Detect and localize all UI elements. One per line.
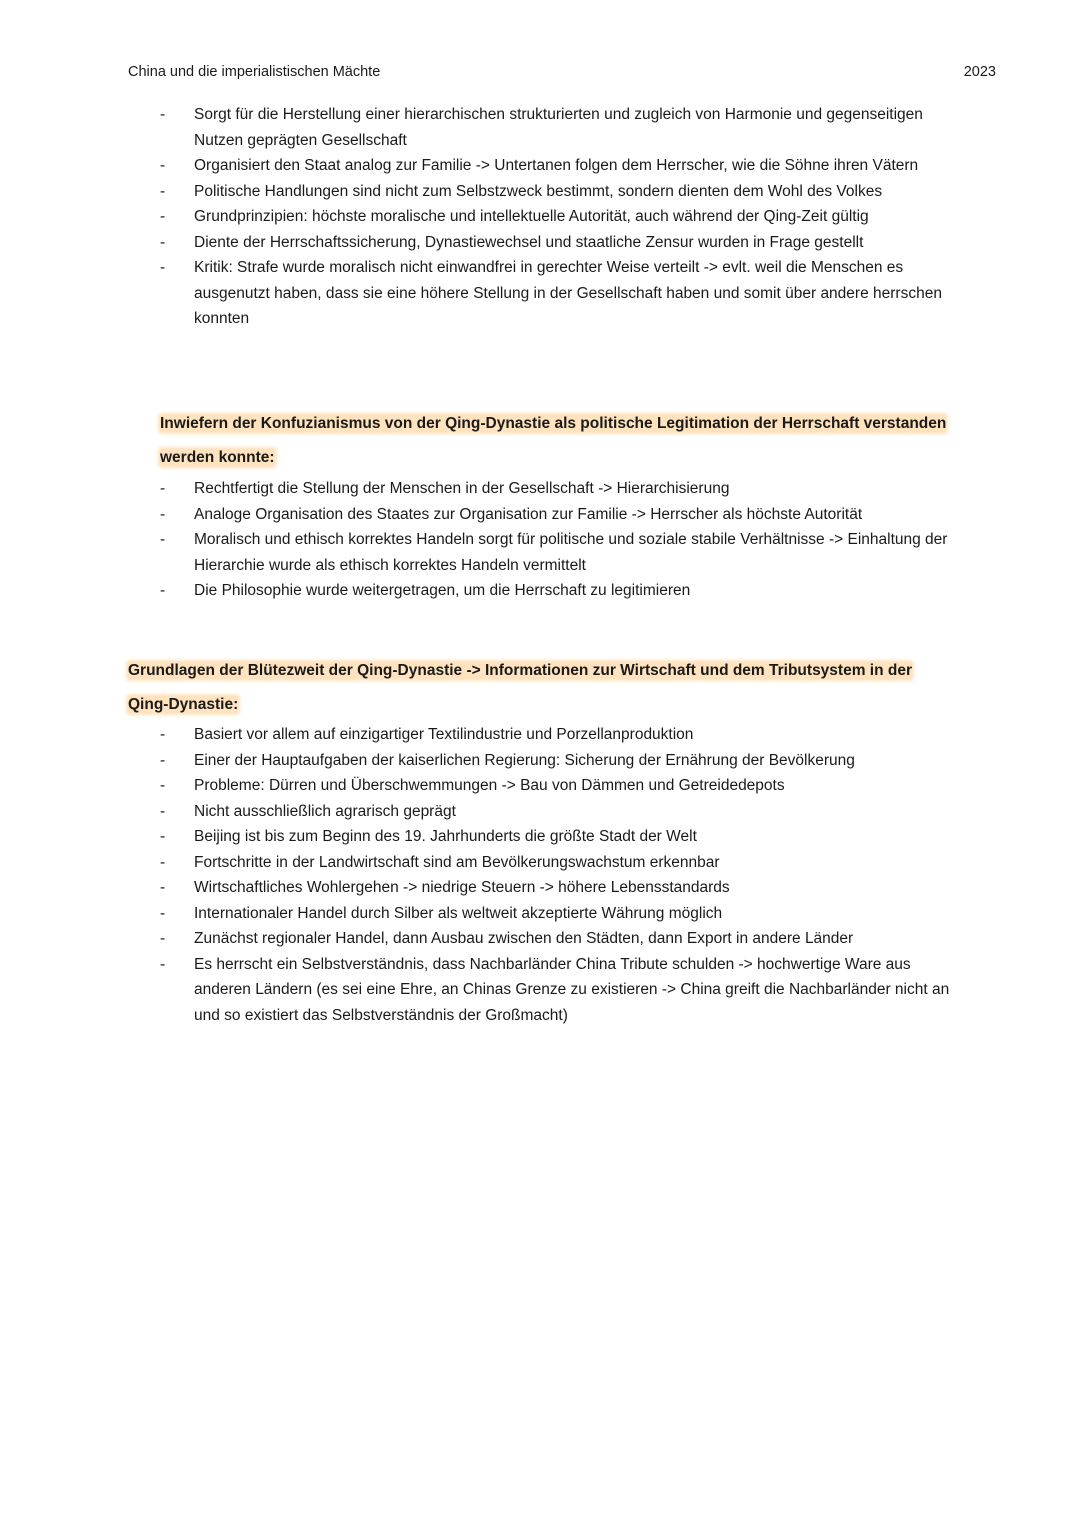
list-item xyxy=(128,204,952,230)
bullet-dash: - xyxy=(160,505,166,523)
list-item-text: Fortschritte in der Landwirtschaft sind am Bevölkerungswachstum erkennbar xyxy=(194,853,720,871)
list-item xyxy=(128,748,952,774)
list-item xyxy=(128,799,952,825)
list-item-text: Kritik: Strafe wurde moralisch nicht einwandfrei in gerechter Weise verteilt -> evlt. weil die Menschen es ausgenutzt haben, dass sie eine höhere Stellung in der Gesellschaft haben und somit über andere herrschen konnten xyxy=(194,259,942,327)
list-item-text: Zunächst regionaler Handel, dann Ausbau zwischen den Städten, dann Export in andere Länder xyxy=(194,930,854,947)
list-item-text: Einer der Hauptaufgaben der kaiserlichen Regierung: Sicherung der Ernährung der Bevölkerung xyxy=(194,751,855,769)
bullet-dash: - xyxy=(160,106,166,123)
bullet-dash: - xyxy=(160,233,166,251)
list-item-text: Wirtschaftliches Wohlergehen -> niedrige Steuern -> höhere Lebensstandards xyxy=(194,879,730,896)
list-item xyxy=(128,850,952,876)
list-item-text: Moralisch und ethisch korrektes Handeln sorgt für politische und soziale stabile Verhältnisse -> Einhaltung der Hierarchie wurde als ethisch korrektes Handeln vermittelt xyxy=(194,531,948,574)
bullet-dash: - xyxy=(160,751,166,769)
confucianism-features-list xyxy=(128,102,952,332)
list-item-text: Beijing ist bis zum Beginn des 19. Jahrhunderts die größte Stadt der Welt xyxy=(194,828,697,845)
bullet-dash: - xyxy=(160,480,166,497)
list-item-text: Probleme: Dürren und Überschwemmungen -> Bau von Dämmen und Getreidedepots xyxy=(194,777,785,794)
list-item xyxy=(128,102,952,153)
bullet-dash: - xyxy=(160,930,166,947)
bullet-dash: - xyxy=(160,208,166,225)
bullet-dash: - xyxy=(160,904,166,922)
list-item-text: Nicht ausschließlich agrarisch geprägt xyxy=(194,802,456,820)
bullet-dash: - xyxy=(160,828,166,845)
list-item-text: Analoge Organisation des Staates zur Organisation zur Familie -> Herrscher als höchste Autorität xyxy=(194,505,863,523)
bullet-dash: - xyxy=(160,853,166,871)
list-item xyxy=(128,179,952,205)
section-heading-economy xyxy=(128,654,948,722)
bullet-dash: - xyxy=(160,182,166,200)
list-item xyxy=(128,722,952,748)
bullet-dash: - xyxy=(160,955,166,973)
document-title: China und die imperialistischen Mächte xyxy=(128,64,381,80)
page-header xyxy=(128,64,996,86)
bullet-dash: - xyxy=(160,726,166,743)
bullet-dash: - xyxy=(160,879,166,896)
list-item xyxy=(128,527,952,578)
list-item xyxy=(128,476,952,502)
bullet-dash: - xyxy=(160,582,166,599)
list-item xyxy=(128,952,952,1029)
list-item xyxy=(128,578,952,604)
list-item-text: Organisiert den Staat analog zur Familie -> Untertanen folgen dem Herrscher, wie die Söhne ihren Vätern xyxy=(194,157,919,174)
list-item xyxy=(128,255,952,332)
list-item xyxy=(128,153,952,179)
list-item-text: Diente der Herrschaftssicherung, Dynastiewechsel und staatliche Zensur wurden in Frage gestellt xyxy=(194,233,864,251)
list-item-text: Die Philosophie wurde weitergetragen, um die Herrschaft zu legitimieren xyxy=(194,582,691,599)
section-heading-legitimation xyxy=(160,407,960,475)
list-item xyxy=(128,926,952,952)
bullet-dash: - xyxy=(160,802,166,820)
list-item xyxy=(128,773,952,799)
highlighted-heading-text: Inwiefern der Konfuzianismus von der Qing-Dynastie als politische Legitimation der Herrschaft verstanden werden konnte: xyxy=(160,415,947,466)
bullet-dash: - xyxy=(160,259,166,276)
bullet-dash: - xyxy=(160,531,166,548)
bullet-dash: - xyxy=(160,157,166,174)
highlighted-heading-text: Grundlagen der Blütezweit der Qing-Dynastie -> Informationen zur Wirtschaft und dem Tributsystem in der Qing-Dynastie: xyxy=(128,662,912,713)
list-item-text: Politische Handlungen sind nicht zum Selbstzweck bestimmt, sondern dienten dem Wohl des Volkes xyxy=(194,182,883,200)
list-item-text: Grundprinzipien: höchste moralische und intellektuelle Autorität, auch während der Qing-Zeit gültig xyxy=(194,208,869,225)
legitimation-list xyxy=(128,476,952,604)
list-item xyxy=(128,875,952,901)
list-item xyxy=(128,230,952,256)
list-item-text: Es herrscht ein Selbstverständnis, dass Nachbarländer China Tribute schulden -> hochwertige Ware aus anderen Ländern (es sei eine Ehre, an Chinas Grenze zu existieren -> China greift die Nachbarländer nicht an und so existiert das Selbstverständnis der Großmacht) xyxy=(194,955,950,1024)
economy-list xyxy=(128,722,952,1028)
document-year: 2023 xyxy=(963,64,996,80)
list-item xyxy=(128,502,952,528)
bullet-dash: - xyxy=(160,777,166,794)
list-item-text: Sorgt für die Herstellung einer hierarchischen strukturierten und zugleich von Harmonie und gegenseitigen Nutzen geprägten Gesellschaft xyxy=(194,106,923,149)
list-item-text: Internationaler Handel durch Silber als weltweit akzeptierte Währung möglich xyxy=(194,904,723,922)
list-item xyxy=(128,901,952,927)
list-item-text: Rechtfertigt die Stellung der Menschen in der Gesellschaft -> Hierarchisierung xyxy=(194,480,730,497)
list-item xyxy=(128,824,952,850)
list-item-text: Basiert vor allem auf einzigartiger Textilindustrie und Porzellanproduktion xyxy=(194,726,694,743)
